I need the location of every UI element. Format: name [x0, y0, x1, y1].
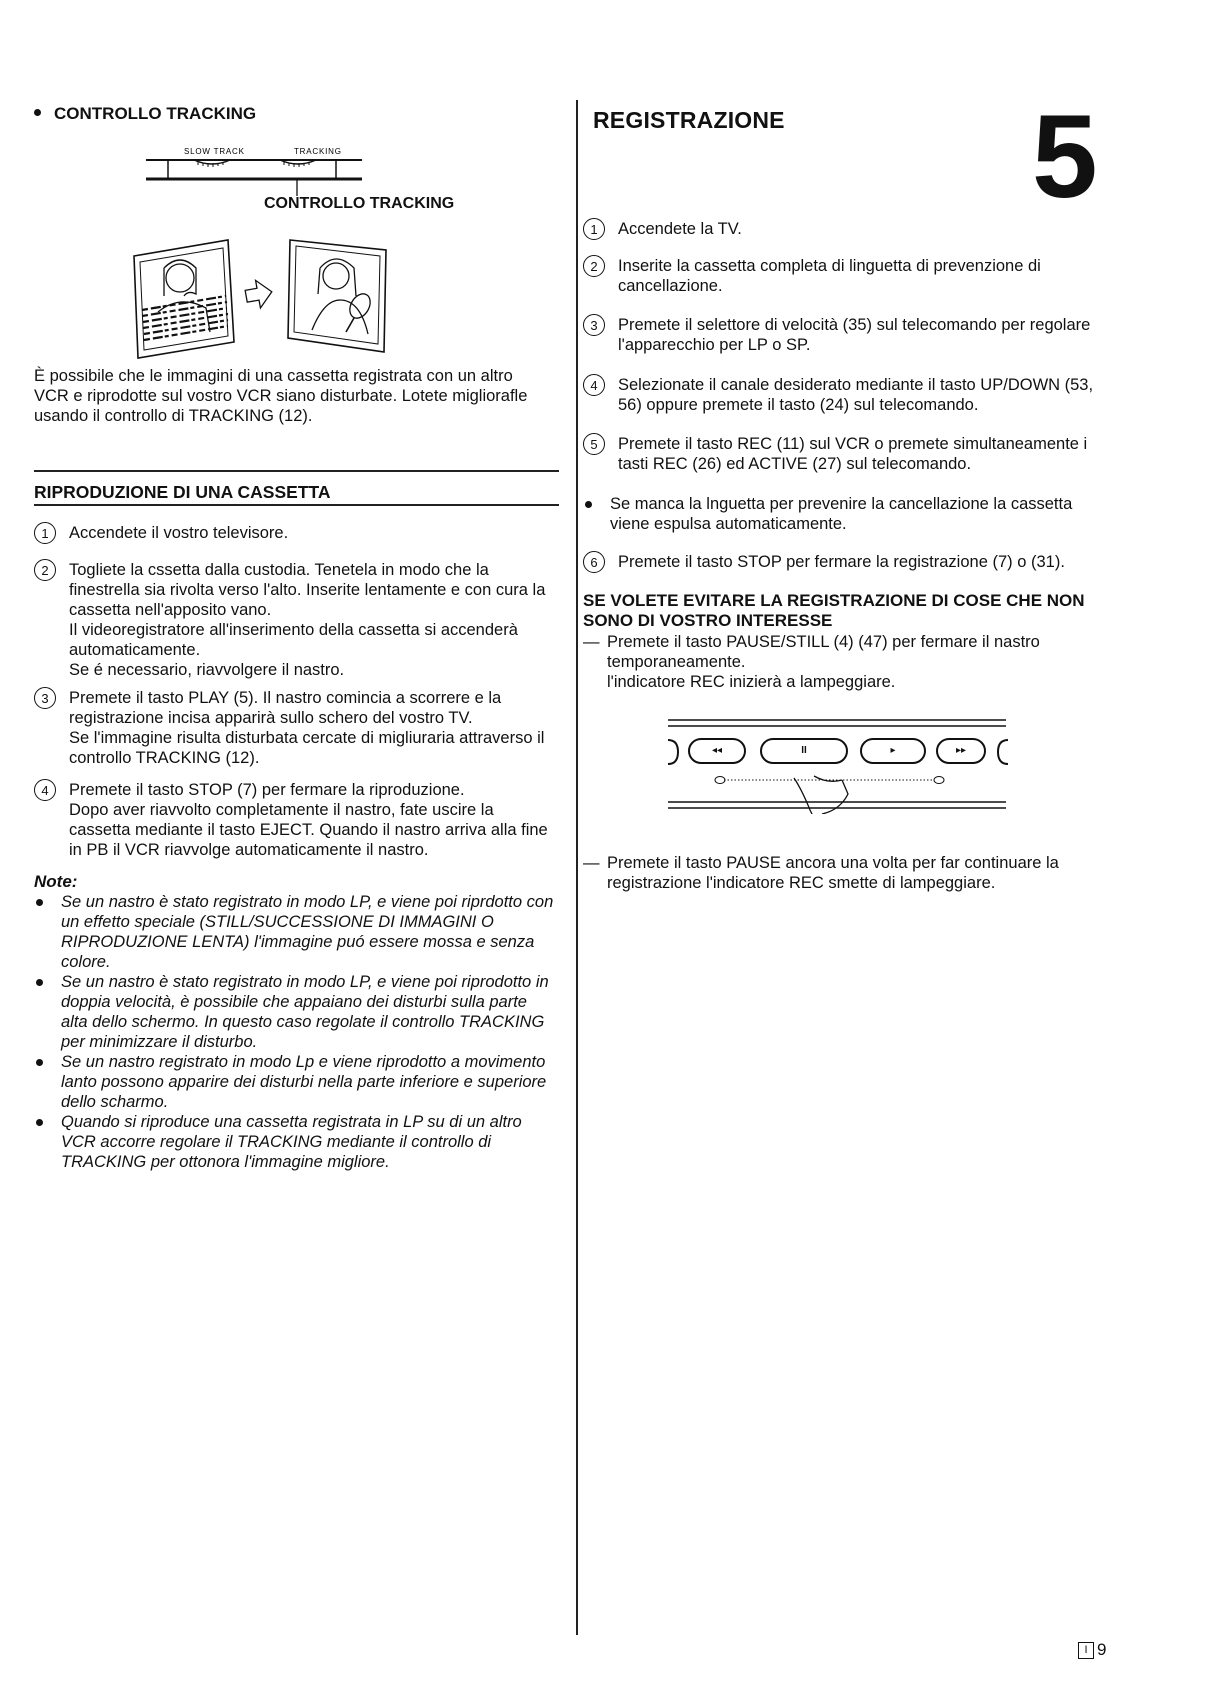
tracking-slider-illustration: [146, 146, 396, 196]
step-text: Il videoregistratore all'inserimento della cassetta si accenderà automaticamente.: [69, 621, 518, 659]
step-text: Dopo aver riavvolto completamente il nastro, fate uscire la cassetta mediante il tasto EJECT. Quando il nastro arriva alla fine in PB il VCR riavvolge automaticamente il nastro.: [69, 801, 548, 859]
playback-title: RIPRODUZIONE DI UNA CASSETTA: [34, 482, 331, 502]
step-text: Selezionate il canale desiderato mediante il tasto UP/DOWN (53, 56) oppure premete il tasto (24) sul telecomando.: [618, 376, 1094, 414]
step-text: Se é necessario, riavvolgere il nastro.: [69, 661, 345, 679]
note-list: [34, 892, 554, 1172]
step-text: Accendete il vostro televisore.: [69, 524, 289, 542]
resume-instruction: — Premete il tasto PAUSE ancora una volta per far continuare la registrazione l'indicatore REC smette di lampeggiare.: [583, 854, 1059, 892]
pause-line: l'indicatore REC inizierà a lampeggiare.: [607, 673, 896, 691]
step-text: Togliete la cssetta dalla custodia. Tenetela in modo che la finestrella sia rivolta verso l'alto. Inserite lentamente e con cura la cassetta nell'apposito vano.: [69, 561, 546, 619]
tracking-heading: [34, 104, 564, 124]
note-item: Se un nastro registrato in modo Lp e viene riprodotto a movimento lanto possono apparire dei disturbi nella parte inferiore e superiore dello scharmo.: [34, 1052, 554, 1112]
recording-step-5: [583, 434, 1113, 474]
play-icon: ▸: [890, 745, 896, 756]
bullet-icon: [36, 1119, 43, 1126]
step-text: Premete il tasto STOP (7) per fermare la riproduzione.: [69, 781, 465, 799]
slider-caption: CONTROLLO TRACKING: [264, 195, 455, 212]
playback-step-3: [34, 688, 554, 768]
rewind-icon: ◂◂: [711, 745, 723, 756]
page-number-text: 9: [1097, 1640, 1107, 1659]
distorted-tv-icon: [134, 240, 234, 358]
note-item: Quando si riproduce una cassetta registrata in LP su di un altro VCR accorre regolare il TRACKING mediante il controllo di TRACKING per ottonora l'immagine migliore.: [34, 1112, 554, 1172]
slow-track-label: SLOW TRACK: [184, 147, 245, 156]
tracking-label: TRACKING: [294, 147, 342, 156]
language-marker-icon: I: [1078, 1642, 1094, 1659]
column-divider: [576, 100, 578, 1635]
pause-line: Premete il tasto PAUSE/STILL (4) (47) per fermare il nastro temporaneamente.: [607, 633, 1040, 671]
step-number-icon: 1: [583, 218, 605, 240]
clear-tv-icon: [288, 240, 386, 352]
recording-step-2: [583, 256, 1113, 296]
rewind-button: [688, 738, 746, 764]
playback-step-4: [34, 780, 554, 860]
step-number-icon: 4: [34, 779, 56, 801]
tracking-paragraph: È possibile che le immagini di una cassetta registrata con un altro VCR e riprodotte sul vostro VCR siano disturbate. Lotete migliorafle usando il controllo di TRACKING (12).: [34, 367, 528, 425]
chapter-number: 5: [1032, 91, 1098, 223]
step-text: Premete il selettore di velocità (35) sul telecomando per regolare l'apparecchio per LP o SP.: [618, 316, 1091, 354]
bullet-icon: [36, 979, 43, 986]
note-title: Note:: [34, 872, 78, 891]
fast-forward-icon: ▸▸: [955, 745, 967, 756]
step-number-icon: 1: [34, 522, 56, 544]
recording-title: REGISTRAZIONE: [593, 107, 785, 133]
step-text: Accendete la TV.: [618, 220, 742, 238]
section-rule-top: [34, 470, 559, 472]
step-text: Inserite la cassetta completa di linguetta di prevenzione di cancellazione.: [618, 257, 1041, 295]
vcr-button-panel: [664, 718, 1014, 814]
play-button: [860, 738, 926, 764]
pause-instructions: — Premete il tasto PAUSE/STILL (4) (47) per fermare il nastro temporaneamente. l'indicatore REC inizierà a lampeggiare.: [583, 632, 1083, 692]
bullet-icon: [36, 899, 43, 906]
step-number-icon: 3: [583, 314, 605, 336]
recording-step-1: [583, 219, 1113, 240]
note-item: Se un nastro è stato registrato in modo LP, e viene poi riprdotto con un effetto speciale (STILL/SUCCESSIONE DI IMMAGINI O RIPRODUZIONE LENTA) l'immagine puó essere mossa e senza colore.: [34, 892, 554, 972]
note-item: Se un nastro è stato registrato in modo LP, e viene poi riprodotto in doppia velocità, è possibile che appaiano dei disturbi sulla parte alta dello schermo. In questo caso regolate il controllo TRACKING per minimizzare il disturbo.: [34, 972, 554, 1052]
page-number: [1078, 1640, 1106, 1660]
step-number-icon: 2: [583, 255, 605, 277]
bullet-icon: [36, 1059, 43, 1066]
fast-forward-button: [936, 738, 986, 764]
arrow-right-icon: [244, 278, 274, 310]
step-number-icon: 2: [34, 559, 56, 581]
recording-step-3: [583, 315, 1113, 355]
tv-comparison-illustration: [128, 234, 418, 374]
tab-missing-note: Se manca la lnguetta per prevenire la cancellazione la cassetta viene espulsa automaticamente.: [583, 494, 1093, 534]
step-text: Premete il tasto STOP per fermare la registrazione (7) o (31).: [618, 553, 1065, 571]
step-number-icon: 4: [583, 374, 605, 396]
pause-icon: II: [801, 745, 807, 756]
pause-button: [760, 738, 848, 764]
tracking-heading-text: CONTROLLO TRACKING: [54, 104, 257, 123]
step-text: Premete il tasto PLAY (5). Il nastro comincia a scorrere e la registrazione incisa apparirà sullo schero del vostro TV.: [69, 689, 502, 727]
step-number-icon: 6: [583, 551, 605, 573]
section-rule-bottom: [34, 504, 559, 506]
playback-step-1: [34, 523, 554, 544]
pause-heading: SE VOLETE EVITARE LA REGISTRAZIONE DI COSE CHE NON SONO DI VOSTRO INTERESSE: [583, 591, 1085, 630]
playback-step-2: [34, 560, 554, 680]
step-number-icon: 3: [34, 687, 56, 709]
step-text: Se l'immagine risulta disturbata cercate di migliuraria attraverso il controllo TRACKING (12).: [69, 729, 545, 767]
bullet-icon: [585, 501, 592, 508]
step-number-icon: 5: [583, 433, 605, 455]
bullet-icon: [34, 109, 41, 116]
recording-step-6: [583, 552, 1113, 573]
step-text: Premete il tasto REC (11) sul VCR o premete simultaneamente i tasti REC (26) ed ACTIVE (27) sul telecomando.: [618, 435, 1088, 473]
recording-step-4: [583, 375, 1113, 415]
